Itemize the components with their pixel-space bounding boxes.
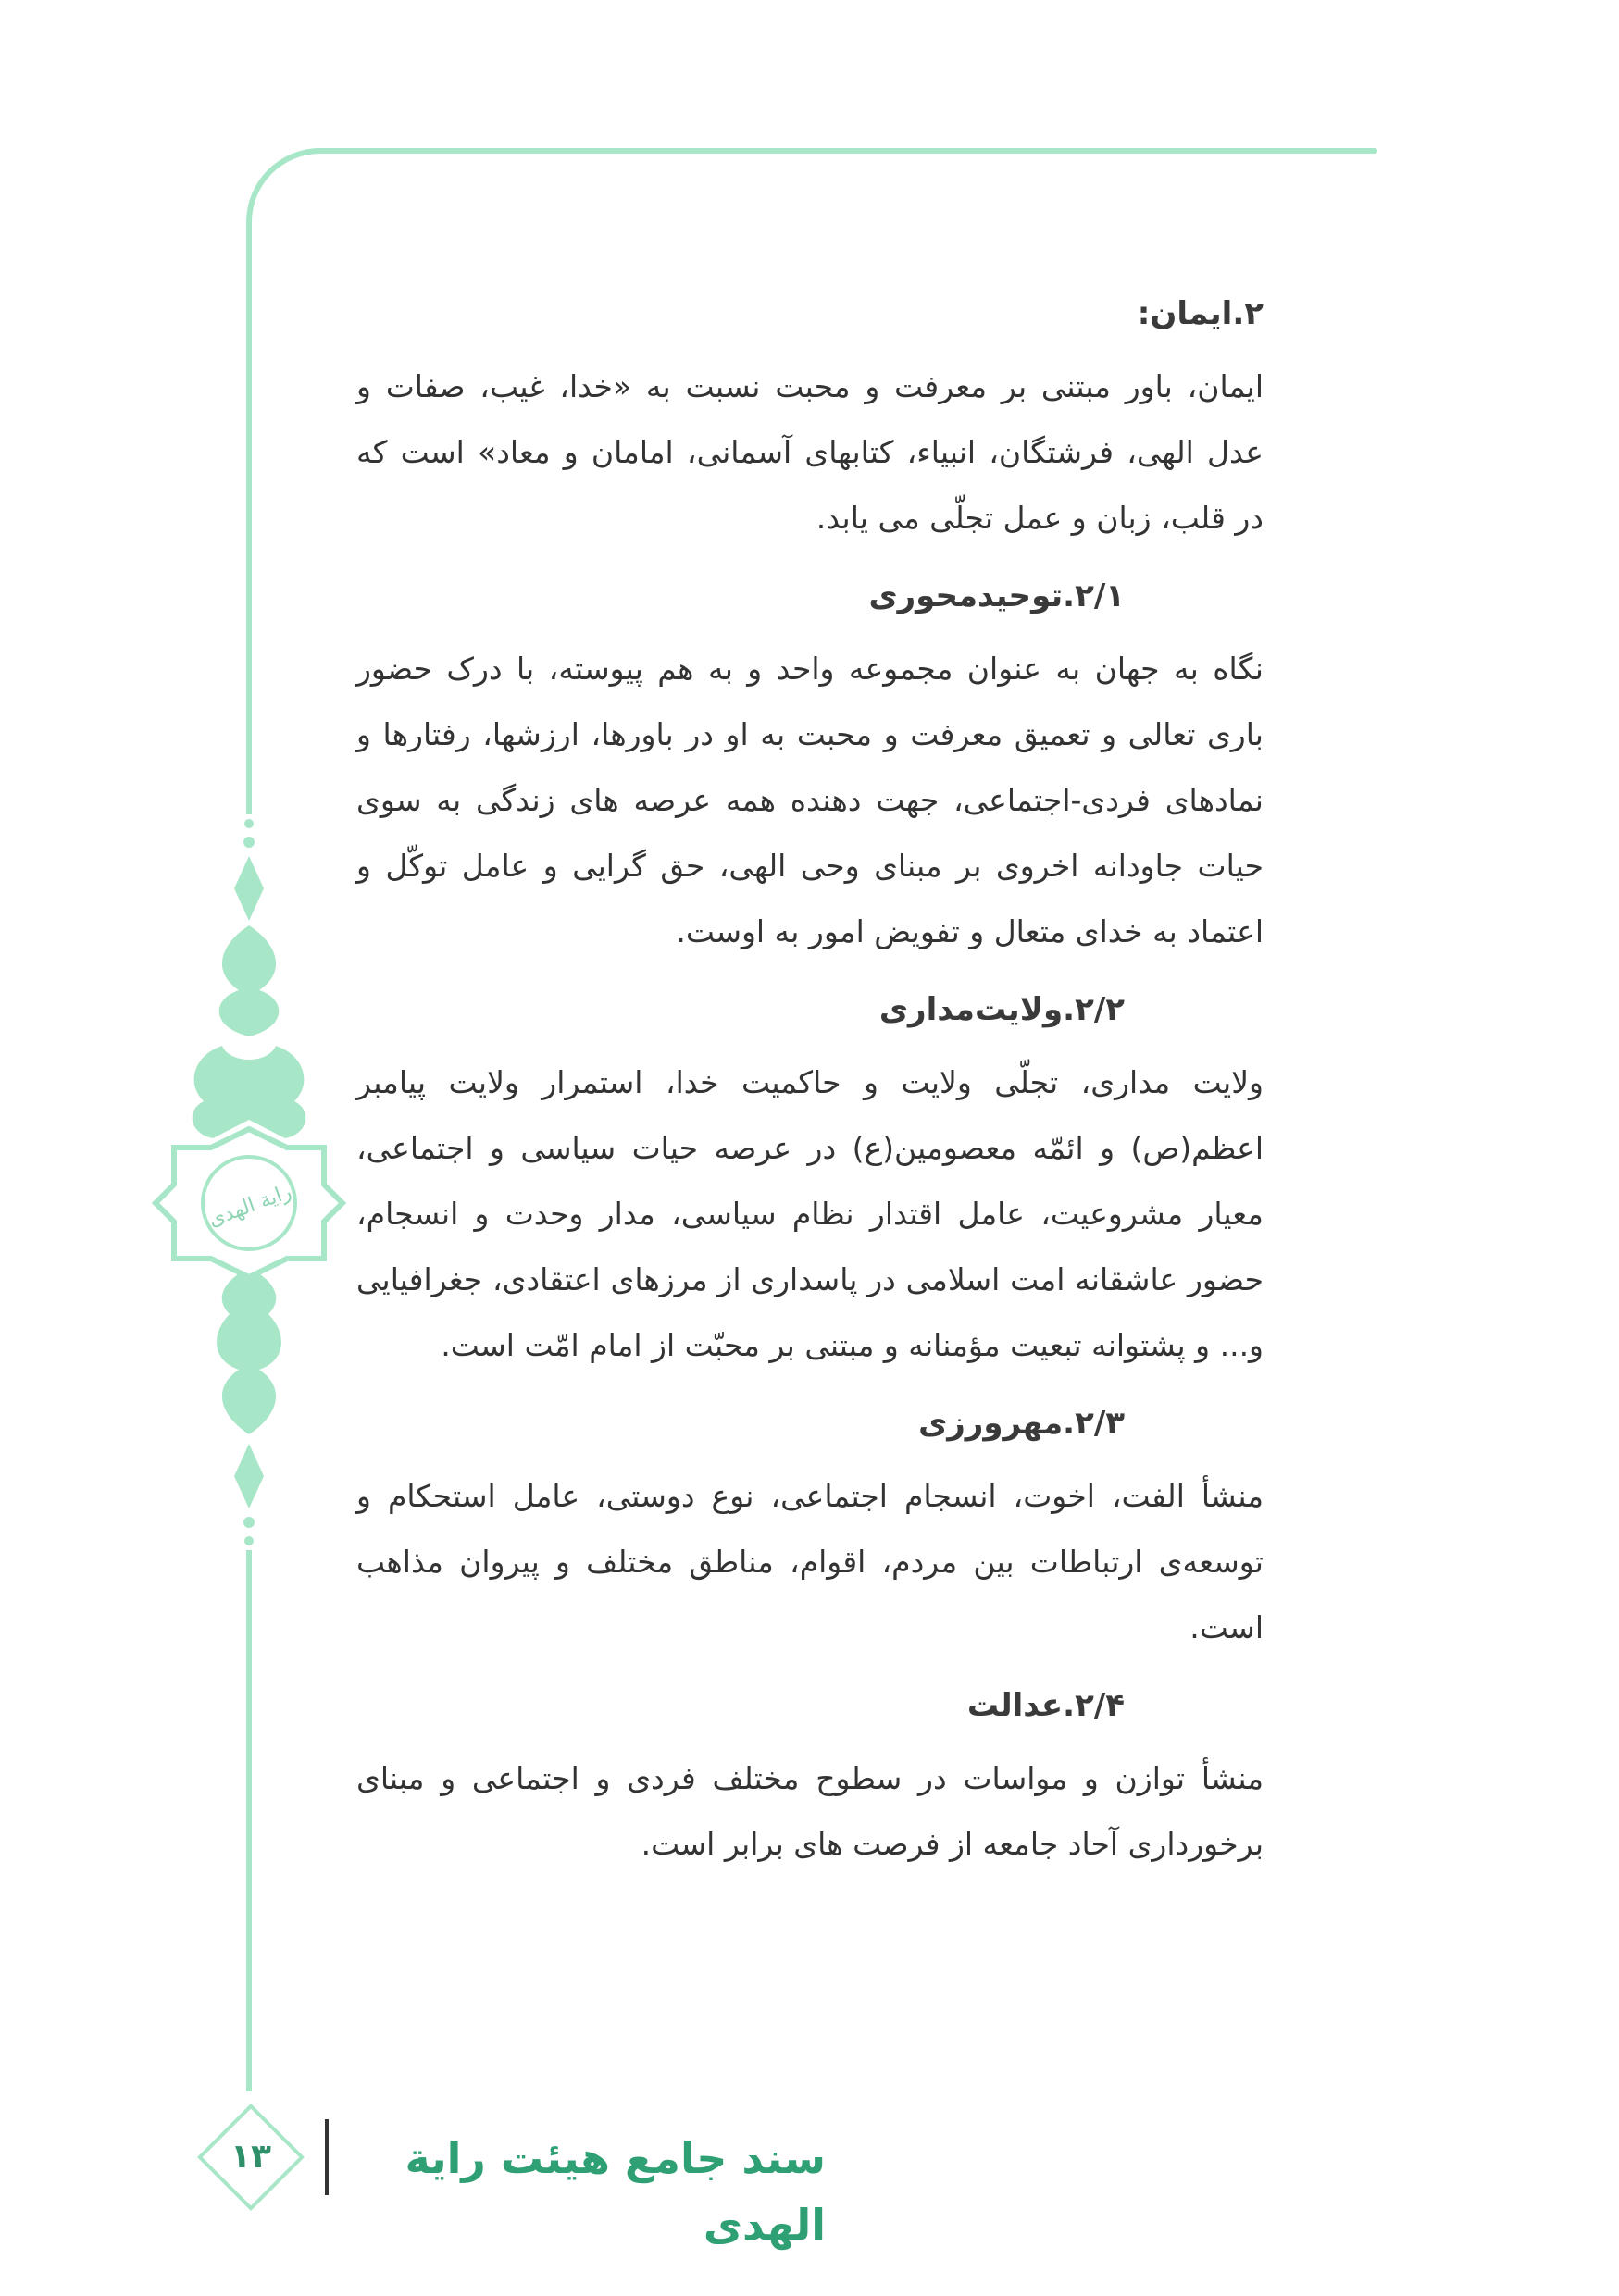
frame-corner — [246, 148, 330, 231]
frame-top-border — [313, 148, 1377, 154]
section-heading-guardianship: ۲/۲.ولایت‌مداری — [878, 991, 1125, 1028]
document-body — [356, 268, 1264, 1877]
section-paragraph-faith: ایمان، باور مبتنی بر معرفت و محبت نسبت به «خدا، غیب، صفات و عدل الهی، فرشتگان، انبیاء، کتابهای آسمانی، امامان و معاد» است که در قلب، زبان و عمل تجلّی می یابد. — [356, 368, 1264, 536]
decorative-ornament — [148, 814, 352, 1592]
seal-lettering: رایة الهدی — [205, 1180, 295, 1233]
section-paragraph-justice: منشأ توازن و مواسات در سطوح مختلف فردی و اجتماعی و مبنای برخورداری آحاد جامعه از فرصت های برابر است. — [356, 1760, 1264, 1862]
footer-title: سند جامع هیئت رایة الهدی — [405, 2133, 826, 2250]
frame-left-border-lower — [246, 1592, 252, 2091]
section-paragraph-kindness: منشأ الفت، اخوت، انسجام اجتماعی، نوع دوستی، عامل استحکام و توسعه‌ی ارتباطات بین مردم، اقوام، مناطق مختلف و پیروان مذاهب است. — [356, 1478, 1264, 1645]
section-paragraph-guardianship: ولایت مداری، تجلّی ولایت و حاکمیت خدا، استمرار ولایت پیامبر اعظم(ص) و ائمّه معصومین(ع) در عرصه حیات سیاسی و اجتماعی، معیار مشروعیت، عامل اقتدار نظام سیاسی، مدار وحدت و انسجام، حضور عاشقانه امت اسلامی در پاسداری از مرزهای اعتقادی، جغرافیایی و... و پشتوانه تبعیت مؤمنانه و مبتنی بر محبّت از امام امّت است. — [356, 1064, 1264, 1363]
section-heading-faith: ۲.ایمان: — [1137, 295, 1264, 332]
section-heading-justice: ۲/۴.عدالت — [966, 1687, 1125, 1724]
section-heading-monotheism: ۲/۱.توحیدمحوری — [868, 577, 1125, 614]
frame-left-border-upper — [246, 222, 252, 814]
section-paragraph-monotheism: نگاه به جهان به عنوان مجموعه واحد و به هم پیوسته، با درک حضور باری تعالی و تعمیق معرفت و محبت به او در باورها، ارزشها، رفتارها و نمادهای فردی-اجتماعی، جهت دهنده همه عرصه های زندگی به سوی حیات جاودانه اخروی بر مبنای وحی الهی، حق گرایی و عامل توکّل و اعتماد به خدای متعال و تفویض امور به اوست. — [356, 651, 1264, 949]
section-heading-kindness: ۲/۳.مهرورزی — [918, 1405, 1125, 1442]
page-number: ۱۳ — [230, 2138, 271, 2176]
footer-divider — [325, 2119, 329, 2195]
